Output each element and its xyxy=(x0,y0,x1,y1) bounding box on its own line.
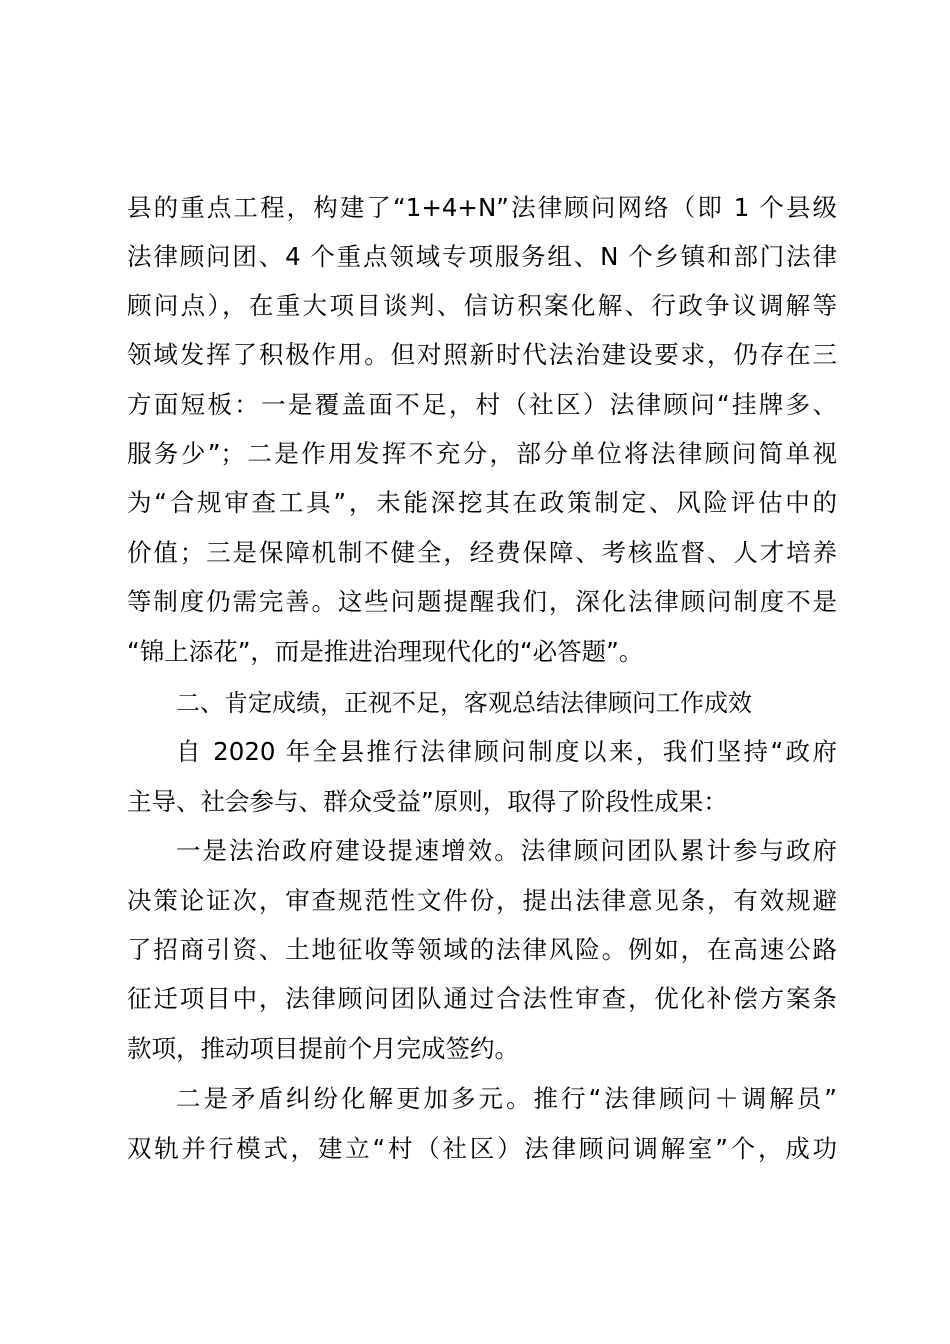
body-text-line: 主导、社会参与、群众受益”原则，取得了阶段性成果： xyxy=(127,787,728,816)
body-text-line: 等制度仍需完善。这些问题提醒我们，深化法律顾问制度不是 xyxy=(127,587,837,616)
paragraph-first-line: 自 2020 年全县推行法律顾问制度以来，我们坚持“政府 xyxy=(176,737,837,766)
paragraph-first-line: 一是法治政府建设提速增效。法律顾问团队累计参与政府 xyxy=(176,836,837,865)
body-text-line: 双轨并行模式，建立“村（社区）法律顾问调解室”个，成功 xyxy=(127,1134,837,1163)
body-text-line: 服务少”；二是作用发挥不充分，部分单位将法律顾问简单视 xyxy=(127,439,837,468)
body-text-line: 决策论证次，审查规范性文件份，提出法律意见条，有效规避 xyxy=(127,886,837,915)
body-text-line: 了招商引资、土地征收等领域的法律风险。例如，在高速公路 xyxy=(127,935,837,964)
section-heading: 二、肯定成绩，正视不足，客观总结法律顾问工作成效 xyxy=(176,689,752,717)
body-text-line: 顾问点），在重大项目谈判、信访积案化解、行政争议调解等 xyxy=(127,291,837,320)
body-text-line: “锦上添花”，而是推进治理现代化的“必答题”。 xyxy=(127,637,644,666)
body-text-line: 法律顾问团、4 个重点领域专项服务组、N 个乡镇和部门法律 xyxy=(127,242,837,271)
body-text-line: 价值；三是保障机制不健全，经费保障、考核监督、人才培养 xyxy=(127,538,837,567)
body-text-line: 征迁项目中，法律顾问团队通过合法性审查，优化补偿方案条 xyxy=(127,984,837,1013)
body-text-line: 方面短板：一是覆盖面不足，村（社区）法律顾问“挂牌多、 xyxy=(127,390,837,419)
body-text-line: 款项，推动项目提前个月完成签约。 xyxy=(127,1034,519,1063)
body-text-line: 县的重点工程，构建了“1+4+N”法律顾问网络（即 1 个县级 xyxy=(127,193,837,222)
paragraph-first-line: 二是矛盾纠纷化解更加多元。推行“法律顾问＋调解员” xyxy=(176,1084,837,1113)
body-text-line: 为“合规审查工具”，未能深挖其在政策制定、风险评估中的 xyxy=(127,488,837,517)
body-text-line: 领域发挥了积极作用。但对照新时代法治建设要求，仍存在三 xyxy=(127,340,837,369)
